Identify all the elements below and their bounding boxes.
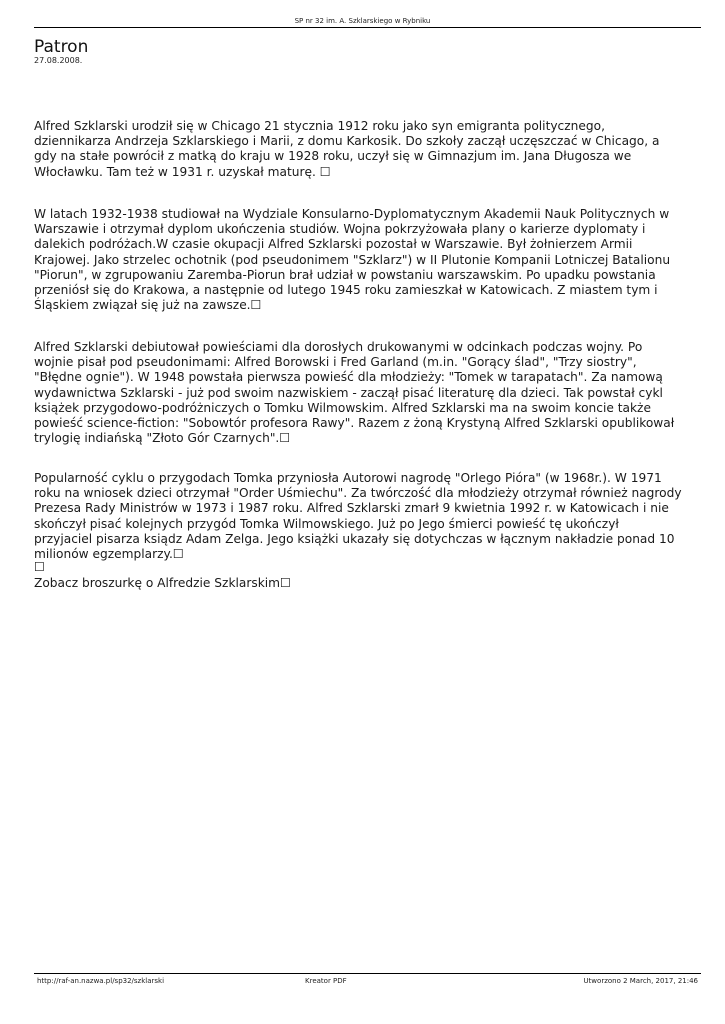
- footer-created-date: Utworzono 2 March, 2017, 21:46: [583, 977, 698, 985]
- article-paragraph-3: Alfred Szklarski debiutował powieściami dla dorosłych drukowanymi w odcinkach podczas wojny. Po wojnie pisał pod pseudonimami: Alfred Borowski i Fred Garland (m.in. "Gorący ślad", "Trzy siostry", "Błędne ognie"). W 1948 powstała pierwsza powieść dla młodzieży: "Tomek w tarapatach". Za namową wydawnictwa Szklarski - już pod swoim nazwiskiem - zaczął pisać literaturę dla dzieci. Tak powstał cykl książek przygodowo-podróżniczych o Tomku Wilmowskim. Alfred Szklarski ma na swoim koncie także powieść science-fiction: "Sobowtór profesora Rawy". Razem z żoną Krystyną Alfred Szklarski opublikował trylogię indiańską "Złoto Gór Czarnych".☐: [34, 340, 675, 446]
- footer-url: http://raf-an.nazwa.pl/sp32/szklarski: [37, 977, 165, 985]
- header-divider: [34, 27, 701, 28]
- header-site-name: SP nr 32 im. A. Szklarskiego w Rybniku: [294, 17, 431, 25]
- footer-generator: Kreator PDF: [305, 977, 347, 985]
- article-paragraph-4: Popularność cyklu o przygodach Tomka przyniosła Autorowi nagrodę "Orlego Pióra" (w 1968r.). W 1971 roku na wniosek dzieci otrzymał "Order Uśmiechu". Za twórczość dla młodzieży otrzymał również nagrody Prezesa Rady Ministrów w 1973 i 1987 roku. Alfred Szklarski zmarł 9 kwietnia 1992 r. w Katowicach i nie skończył pisać kolejnych przygód Tomka Wilmowskiego. Już po Jego śmierci powieść tę ukończył przyjaciel pisarza ksiądz Adam Zelga. Jego książki ukazały się dotychczas w łącznym nakładzie ponad 10 milionów egzemplarzy.☐: [34, 471, 682, 562]
- missing-image-placeholder: ☐: [34, 560, 45, 574]
- footer-divider: [34, 973, 701, 974]
- brochure-link[interactable]: Zobacz broszurkę o Alfredzie Szklarskim☐: [34, 576, 291, 590]
- article-paragraph-1: Alfred Szklarski urodził się w Chicago 21 stycznia 1912 roku jako syn emigranta politycznego, dziennikarza Andrzeja Szklarskiego i Marii, z domu Karkosik. Do szkoły zaczął uczęszczać w Chicago, a gdy na stałe powrócił z matką do kraju w 1928 roku, uczył się w Gimnazjum im. Jana Długosza we Włocławku. Tam też w 1931 r. uzyskał maturę. ☐: [34, 119, 660, 179]
- article-paragraph-2: W latach 1932-1938 studiował na Wydziale Konsularno-Dyplomatycznym Akademii Nauk Politycznych w Warszawie i otrzymał dyplom ukończenia studiów. Wojna pokrzyżowała plany o karierze dyplomaty i dalekich podróżach.W czasie okupacji Alfred Szklarski pozostał w Warszawie. Był żołnierzem Armii Krajowej. Jako strzelec ochotnik (pod pseudonimem "Szklarz") w II Plutonie Kompanii Lotniczej Batalionu "Piorun", w zgrupowaniu Zaremba-Piorun brał udział w powstaniu warszawskim. Po upadku powstania przeniósł się do Krakowa, a następnie od lutego 1945 roku zamieszkał w Katowicach. Z miastem tym i Śląskiem związał się już na zawsze.☐: [34, 207, 671, 313]
- page-title: Patron: [34, 37, 89, 57]
- publish-date: 27.08.2008.: [34, 56, 83, 65]
